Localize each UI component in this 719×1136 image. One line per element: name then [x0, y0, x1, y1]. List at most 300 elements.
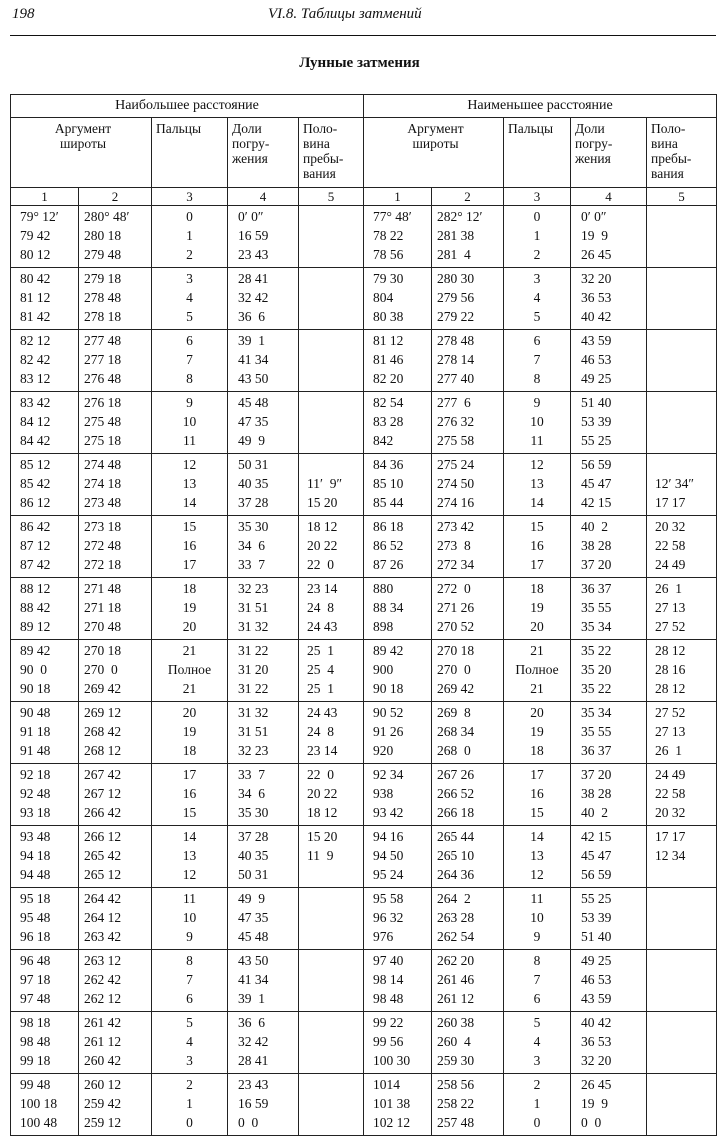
table-cell [432, 392, 504, 454]
cell-value [647, 1051, 716, 1070]
cell-value: 15 20 [307, 495, 338, 510]
table-cell [79, 640, 152, 702]
table-cell [432, 764, 504, 826]
cell-value: 260 42 [84, 1053, 122, 1068]
cell-value: 82 12 [20, 333, 51, 348]
cell-value: 45 48 [238, 929, 269, 944]
table-row [11, 454, 717, 516]
table-cell [79, 826, 152, 888]
cell-value: 28 41 [238, 1053, 269, 1068]
table-cell [432, 1074, 504, 1136]
table-cell [152, 1012, 228, 1074]
cell-value: 280° 48′ [84, 209, 130, 224]
cell-value: 100 48 [20, 1115, 58, 1130]
cell-value: 36 37 [581, 743, 612, 758]
table-cell [432, 330, 504, 392]
cell-value: 263 28 [437, 910, 475, 925]
table-cell [152, 454, 228, 516]
cell-value: 79 42 [20, 228, 51, 243]
cell-value: 1 [186, 1096, 193, 1111]
cell-value: 281 4 [437, 247, 471, 262]
cell-value: 275 48 [84, 414, 122, 429]
cell-value: 8 [533, 371, 541, 386]
table-row [11, 888, 717, 950]
cell-value: 273 8 [437, 538, 471, 553]
cell-value: 35 30 [238, 519, 269, 534]
cell-value: 98 48 [20, 1034, 51, 1049]
table-cell [299, 330, 364, 392]
cell-value: 2 [533, 1077, 541, 1092]
cell-value [647, 989, 716, 1008]
cell-value: 10 [182, 414, 197, 429]
cell-value: 274 18 [84, 476, 122, 491]
cell-value: 82 42 [20, 352, 51, 367]
cell-value: 15 [182, 805, 197, 820]
cell-value: 258 22 [437, 1096, 475, 1111]
cell-value: 31 22 [238, 643, 269, 658]
table-cell [11, 516, 79, 578]
table-cell [571, 330, 647, 392]
cell-value: 23 14 [307, 743, 338, 758]
table-cell [504, 702, 571, 764]
cell-value: 264 12 [84, 910, 122, 925]
cell-value: 271 48 [84, 581, 122, 596]
cell-value: 272 18 [84, 557, 122, 572]
cell-value: 21 [182, 681, 197, 696]
cell-value: 33 7 [238, 767, 265, 782]
cell-value: 94 18 [20, 848, 51, 863]
table-cell [364, 640, 432, 702]
table-cell [152, 1074, 228, 1136]
cell-value: 16 [182, 538, 197, 553]
cell-value: 21 [182, 643, 197, 658]
cell-value: 11′ 9″ [307, 476, 343, 491]
table-cell [228, 640, 299, 702]
cell-value: 28 41 [238, 271, 269, 286]
cell-value: 83 12 [20, 371, 51, 386]
cell-value: 82 54 [373, 395, 404, 410]
table-cell [571, 268, 647, 330]
cell-value: 35 55 [581, 600, 612, 615]
table-cell [228, 454, 299, 516]
cell-value: 278 48 [437, 333, 475, 348]
cell-value: 19 [182, 724, 197, 739]
cell-value: 85 10 [373, 476, 404, 491]
cell-value: 28 12 [655, 643, 686, 658]
table-row [11, 1074, 717, 1136]
cell-value: 99 18 [20, 1053, 51, 1068]
table-cell [432, 1012, 504, 1074]
table-cell [571, 764, 647, 826]
table-cell [152, 764, 228, 826]
cell-value: 40 42 [581, 1015, 612, 1030]
cell-value: 37 20 [581, 557, 612, 572]
cell-value: 34 6 [238, 538, 265, 553]
cell-value: 27 13 [655, 600, 686, 615]
cell-value: 261 12 [437, 991, 475, 1006]
min-header-immersion-fraction: Доли погру- жения [571, 118, 647, 188]
min-header-digits: Пальцы [504, 118, 571, 188]
cell-value: 266 12 [84, 829, 122, 844]
cell-value: 95 18 [20, 891, 51, 906]
table-cell [432, 950, 504, 1012]
cell-value [299, 207, 363, 226]
cell-value: 31 22 [238, 681, 269, 696]
cell-value: 0 [533, 1115, 541, 1130]
cell-value: 51 40 [581, 929, 612, 944]
cell-value: 16 59 [238, 228, 269, 243]
cell-value: 278 14 [437, 352, 475, 367]
max-header-half-duration: Поло- вина пребы- вания [299, 118, 364, 188]
cell-value [647, 245, 716, 264]
table-cell [152, 578, 228, 640]
cell-value: 34 6 [238, 786, 265, 801]
cell-value: 976 [373, 929, 394, 944]
cell-value: 4 [186, 1034, 193, 1049]
cell-value: 21 [530, 643, 544, 658]
column-number: 2 [432, 188, 504, 206]
cell-value: 36 53 [581, 290, 612, 305]
cell-value: 4 [533, 290, 541, 305]
table-cell [152, 640, 228, 702]
table-cell [299, 392, 364, 454]
cell-value: 269 42 [437, 681, 475, 696]
cell-value: 1014 [373, 1077, 401, 1092]
group-header-max: Наибольшее расстояние [11, 95, 364, 118]
cell-value: 24 8 [307, 724, 334, 739]
table-cell [152, 206, 228, 268]
cell-value: 20 [530, 619, 544, 634]
cell-value: 39 1 [238, 333, 265, 348]
cell-value: 53 39 [581, 910, 612, 925]
table-row [11, 206, 717, 268]
cell-value: 28 12 [655, 681, 686, 696]
cell-value: 3 [533, 1053, 541, 1068]
table-cell [364, 454, 432, 516]
cell-value: 11 [530, 433, 544, 448]
cell-value: 46 53 [581, 352, 612, 367]
cell-value: 12 [530, 867, 544, 882]
cell-value: 95 24 [373, 867, 404, 882]
cell-value: 269 8 [437, 705, 471, 720]
cell-value: 13 [530, 848, 544, 863]
cell-value [647, 1094, 716, 1113]
cell-value: 264 2 [437, 891, 471, 906]
table-row [11, 330, 717, 392]
cell-value: 36 53 [581, 1034, 612, 1049]
table-cell [79, 578, 152, 640]
cell-value: 263 42 [84, 929, 122, 944]
table-cell [11, 1074, 79, 1136]
cell-value: 20 [182, 619, 197, 634]
cell-value: 97 48 [20, 991, 51, 1006]
cell-value: 272 0 [437, 581, 471, 596]
cell-value: 86 18 [373, 519, 404, 534]
cell-value: 269 42 [84, 681, 122, 696]
cell-value: 49 25 [581, 371, 612, 386]
cell-value: 93 42 [373, 805, 404, 820]
table-cell [647, 1012, 717, 1074]
cell-value: 281 38 [437, 228, 475, 243]
cell-value: 78 56 [373, 247, 404, 262]
table-cell [228, 1012, 299, 1074]
cell-value: 7 [533, 972, 541, 987]
table-cell [299, 640, 364, 702]
table-cell [647, 206, 717, 268]
cell-value [299, 989, 363, 1008]
cell-value: 92 18 [20, 767, 51, 782]
cell-value: 9 [533, 395, 541, 410]
table-cell [647, 268, 717, 330]
cell-value: 19 [182, 600, 197, 615]
cell-value: 35 22 [581, 681, 612, 696]
cell-value: 13 [182, 848, 197, 863]
cell-value: 280 18 [84, 228, 122, 243]
cell-value: 32 20 [581, 271, 612, 286]
cell-value: 85 12 [20, 457, 51, 472]
cell-value: 56 59 [581, 457, 612, 472]
cell-value: 81 12 [373, 333, 404, 348]
cell-value: 35 55 [581, 724, 612, 739]
table-cell [364, 1074, 432, 1136]
cell-value: 268 34 [437, 724, 475, 739]
cell-value: 270 0 [437, 662, 471, 677]
cell-value: 20 22 [307, 538, 338, 553]
table-cell [228, 764, 299, 826]
table-row [11, 578, 717, 640]
table-row [11, 640, 717, 702]
table-cell [79, 454, 152, 516]
table-cell [299, 888, 364, 950]
min-header-half-duration: Поло- вина пребы- вания [647, 118, 717, 188]
cell-value: 11 [530, 891, 544, 906]
cell-value: 81 42 [20, 309, 51, 324]
cell-value: 25 1 [307, 681, 334, 696]
cell-value [299, 350, 363, 369]
cell-value [647, 970, 716, 989]
cell-value: 24 43 [307, 705, 338, 720]
cell-value: 11 9 [307, 848, 334, 863]
table-cell [571, 888, 647, 950]
cell-value: 36 6 [238, 1015, 265, 1030]
cell-value: 898 [373, 619, 394, 634]
table-cell [432, 640, 504, 702]
cell-value: 80 38 [373, 309, 404, 324]
cell-value: 19 9 [581, 228, 609, 243]
table-cell [432, 454, 504, 516]
cell-value: 938 [373, 786, 394, 801]
table-cell [571, 1012, 647, 1074]
cell-value: 266 42 [84, 805, 122, 820]
cell-value: 80 12 [20, 247, 51, 262]
cell-value: 98 14 [373, 972, 404, 987]
cell-value: 85 42 [20, 476, 51, 491]
cell-value [299, 1013, 363, 1032]
cell-value: 80 42 [20, 271, 51, 286]
cell-value: 20 32 [655, 519, 686, 534]
cell-value: 271 26 [437, 600, 475, 615]
cell-value: 82 20 [373, 371, 404, 386]
cell-value: 20 [182, 705, 197, 720]
table-cell [647, 454, 717, 516]
cell-value: 43 50 [238, 371, 269, 386]
table-cell [11, 640, 79, 702]
cell-value: 47 35 [238, 414, 269, 429]
cell-value: 6 [533, 333, 541, 348]
cell-value [647, 412, 716, 431]
cell-value: 270 0 [84, 662, 118, 677]
table-cell [504, 640, 571, 702]
cell-value: 277 40 [437, 371, 475, 386]
cell-value [647, 207, 716, 226]
cell-value: 84 42 [20, 433, 51, 448]
cell-value [299, 307, 363, 326]
cell-value: 272 48 [84, 538, 122, 553]
table-cell [504, 454, 571, 516]
cell-value: 95 48 [20, 910, 51, 925]
table-cell [79, 1074, 152, 1136]
table-cell [11, 888, 79, 950]
cell-value: 45 48 [238, 395, 269, 410]
cell-value: 14 [182, 829, 197, 844]
table-cell [432, 702, 504, 764]
cell-value [647, 908, 716, 927]
table-cell [228, 206, 299, 268]
cell-value: 8 [533, 953, 541, 968]
table-cell [504, 268, 571, 330]
cell-value: 15 [530, 805, 544, 820]
cell-value: 258 56 [437, 1077, 475, 1092]
cell-value [299, 1051, 363, 1070]
cell-value: 97 18 [20, 972, 51, 987]
cell-value [647, 369, 716, 388]
cell-value: 18 12 [307, 805, 338, 820]
cell-value: 36 6 [238, 309, 265, 324]
table-cell [647, 516, 717, 578]
cell-value: 50 31 [238, 457, 269, 472]
table-cell [647, 640, 717, 702]
cell-value: 261 42 [84, 1015, 122, 1030]
cell-value: 273 42 [437, 519, 475, 534]
table-cell [647, 578, 717, 640]
cell-value: 1 [533, 228, 541, 243]
cell-value: 274 50 [437, 476, 475, 491]
cell-value: 275 18 [84, 433, 122, 448]
cell-value: 100 30 [373, 1053, 411, 1068]
cell-value: 0 [533, 209, 541, 224]
cell-value: 89 42 [373, 643, 404, 658]
table-cell [228, 330, 299, 392]
cell-value [299, 1032, 363, 1051]
table-cell [228, 826, 299, 888]
cell-value: 91 48 [20, 743, 51, 758]
cell-value [647, 1113, 716, 1132]
table-cell [647, 764, 717, 826]
table-cell [647, 1074, 717, 1136]
cell-value: 272 34 [437, 557, 475, 572]
table-cell [228, 268, 299, 330]
cell-value: 47 35 [238, 910, 269, 925]
cell-value: 25 4 [307, 662, 334, 677]
cell-value [647, 1032, 716, 1051]
cell-value: 277 18 [84, 352, 122, 367]
table-cell [432, 268, 504, 330]
header-rule [10, 35, 716, 36]
cell-value: 1 [186, 228, 193, 243]
table-cell [152, 392, 228, 454]
cell-value: 37 20 [581, 767, 612, 782]
cell-value: 20 [530, 705, 544, 720]
cell-value: 0 [186, 209, 193, 224]
cell-value: 93 18 [20, 805, 51, 820]
cell-value: 95 58 [373, 891, 404, 906]
column-number: 1 [364, 188, 432, 206]
cell-value: 4 [186, 290, 193, 305]
table-cell [11, 392, 79, 454]
cell-value: 23 43 [238, 1077, 269, 1092]
table-cell [504, 330, 571, 392]
table-cell [571, 392, 647, 454]
cell-value: 17 [182, 767, 197, 782]
table-row [11, 392, 717, 454]
table-cell [571, 1074, 647, 1136]
cell-value [299, 970, 363, 989]
column-number: 4 [571, 188, 647, 206]
table-cell [571, 578, 647, 640]
cell-value: 10 [530, 414, 544, 429]
cell-value: 11 [183, 891, 196, 906]
cell-value: 267 12 [84, 786, 122, 801]
cell-value: 50 31 [238, 867, 269, 882]
table-cell [299, 1012, 364, 1074]
table-cell [647, 702, 717, 764]
table-title: Лунные затмения [299, 55, 420, 71]
cell-value: 262 54 [437, 929, 475, 944]
cell-value: 279 22 [437, 309, 475, 324]
cell-value: 49 9 [238, 891, 265, 906]
cell-value [647, 455, 716, 474]
cell-value: 277 48 [84, 333, 122, 348]
cell-value: 24 8 [307, 600, 334, 615]
cell-value: 7 [533, 352, 541, 367]
table-cell [228, 516, 299, 578]
table-cell [647, 826, 717, 888]
table-cell [571, 454, 647, 516]
cell-value: 262 20 [437, 953, 475, 968]
cell-value: 36 37 [581, 581, 612, 596]
cell-value: 22 0 [307, 767, 334, 782]
cell-value: 94 50 [373, 848, 404, 863]
cell-value: 257 48 [437, 1115, 475, 1130]
cell-value: 33 7 [238, 557, 265, 572]
cell-value: 86 12 [20, 495, 51, 510]
cell-value: 93 48 [20, 829, 51, 844]
cell-value: 24 43 [307, 619, 338, 634]
cell-value: 12 [182, 867, 197, 882]
cell-value: 20 32 [655, 805, 686, 820]
table-cell [79, 206, 152, 268]
cell-value: 51 40 [581, 395, 612, 410]
cell-value: 40 2 [581, 519, 609, 534]
cell-value: 77° 48′ [373, 209, 412, 224]
cell-value [647, 889, 716, 908]
cell-value: 85 44 [373, 495, 404, 510]
cell-value: 9 [186, 395, 193, 410]
cell-value: 18 12 [307, 519, 338, 534]
table-cell [299, 702, 364, 764]
table-cell [504, 888, 571, 950]
table-cell [504, 1074, 571, 1136]
